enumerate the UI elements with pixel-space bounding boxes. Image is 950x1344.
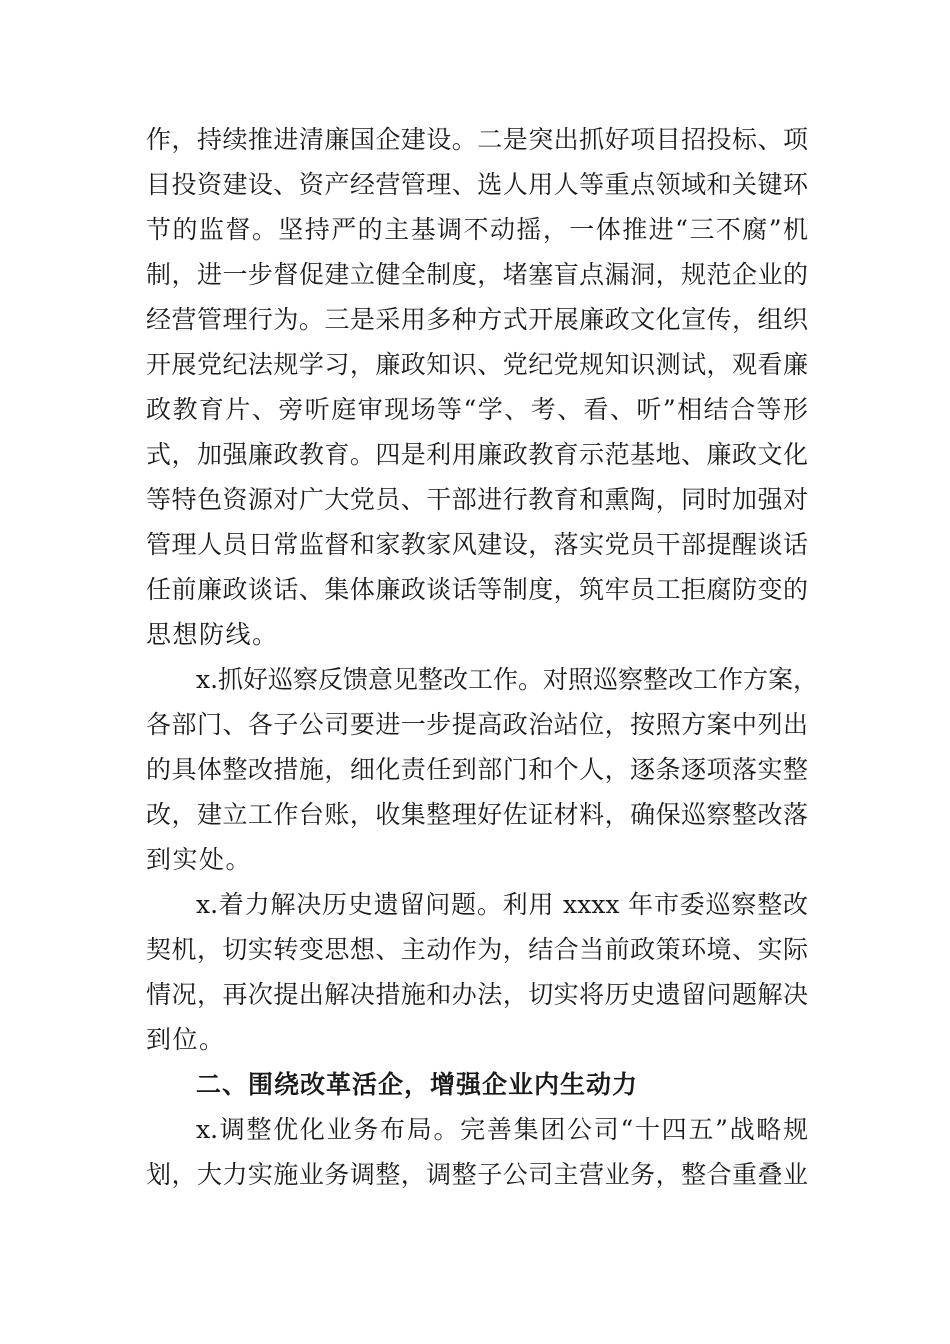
text-line: 思想防线。 — [146, 620, 279, 649]
text-line: 任前廉政谈话、集体廉政谈话等制度，筑牢员工拒腐防变的 — [146, 575, 808, 604]
text-line: 政教育片、旁听庭审现场等“学、考、看、听”相结合等形 — [146, 395, 808, 424]
text-line: 节的监督。坚持严的主基调不动摇，一体推进“三不腐”机 — [146, 215, 808, 244]
text-line: 等特色资源对广大党员、干部进行教育和熏陶，同时加强对 — [146, 485, 808, 514]
text-line: 各部门、各子公司要进一步提高政治站位，按照方案中列出 — [146, 710, 808, 739]
text-line: 改，建立工作台账，收集整理好佐证材料，确保巡察整改落 — [146, 800, 808, 829]
text-line: 划，大力实施业务调整，调整子公司主营业务，整合重叠业 — [146, 1160, 808, 1189]
text-line: 到位。 — [146, 1025, 226, 1054]
text-line: 到实处。 — [146, 845, 253, 874]
text-line: 制，进一步督促建立健全制度，堵塞盲点漏洞，规范企业的 — [146, 260, 808, 289]
text-line: 作，持续推进清廉国企建设。二是突出抓好项目招投标、项 — [146, 125, 808, 154]
text-line: 情况，再次提出解决措施和办法，切实将历史遗留问题解决 — [146, 980, 808, 1009]
text-line: 契机，切实转变思想、主动作为，结合当前政策环境、实际 — [146, 935, 808, 964]
section-heading: 二、围绕改革活企，增强企业内生动力 — [196, 1070, 639, 1099]
text-line: 经营管理行为。三是采用多种方式开展廉政文化宣传，组织 — [146, 305, 808, 334]
text-line: 的具体整改措施，细化责任到部门和个人，逐条逐项落实整 — [146, 755, 808, 784]
paragraph-first-line: x.抓好巡察反馈意见整改工作。对照巡察整改工作方案， — [196, 665, 819, 694]
paragraph-first-line: x.着力解决历史遗留问题。利用 xxxx 年市委巡察整改 — [196, 890, 808, 919]
text-line: 管理人员日常监督和家教家风建设，落实党员干部提醒谈话 — [146, 530, 808, 559]
text-line: 开展党纪法规学习，廉政知识、党纪党规知识测试，观看廉 — [146, 350, 808, 379]
text-line: 式，加强廉政教育。四是利用廉政教育示范基地、廉政文化 — [146, 440, 808, 469]
paragraph-first-line: x.调整优化业务布局。完善集团公司“十四五”战略规 — [196, 1115, 808, 1144]
text-line: 目投资建设、资产经营管理、选人用人等重点领域和关键环 — [146, 170, 808, 199]
